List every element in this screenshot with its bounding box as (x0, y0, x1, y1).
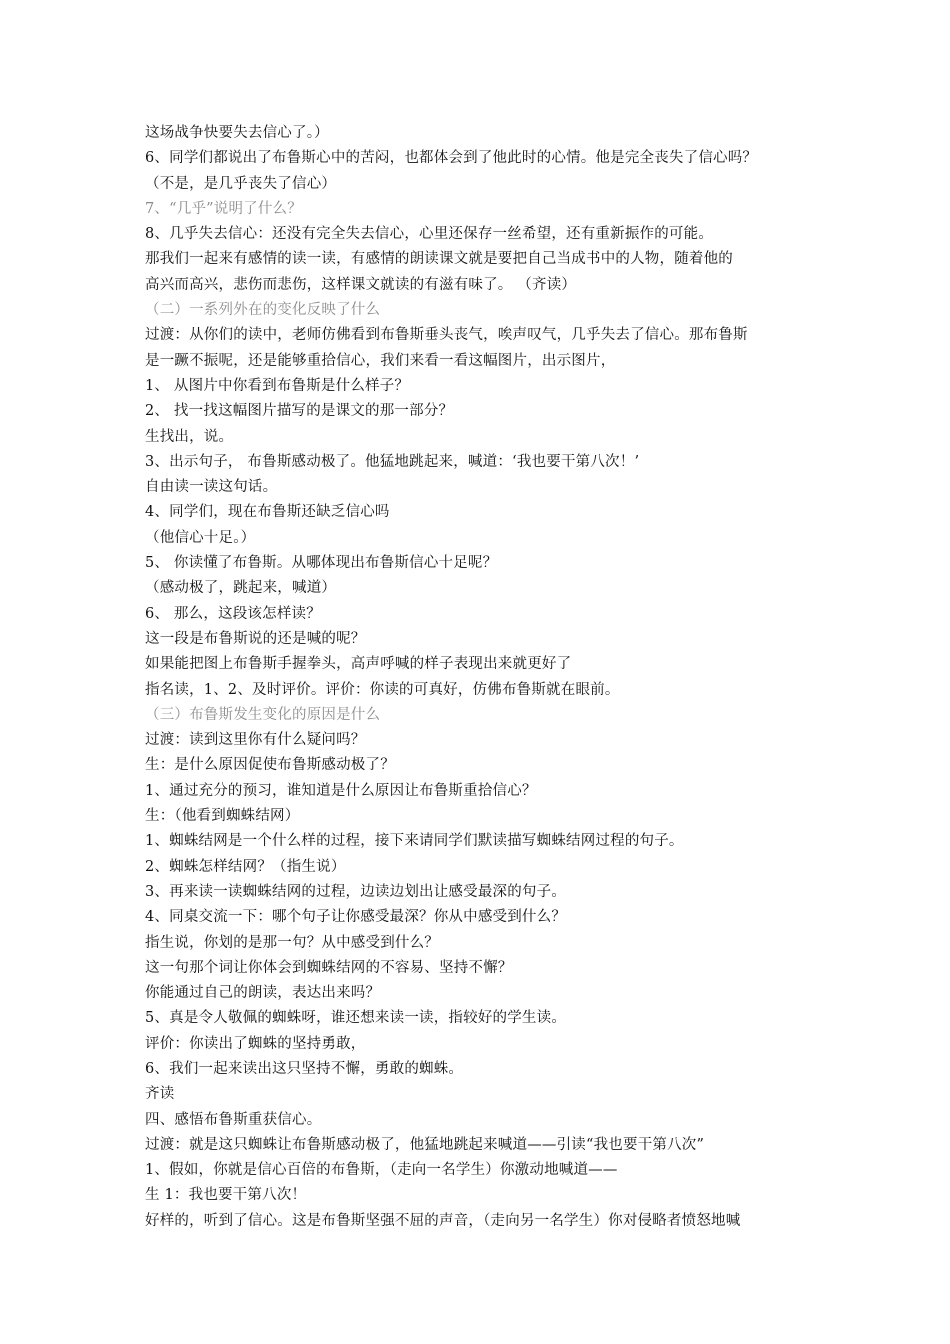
text-line: 1、假如，你就是信心百倍的布鲁斯，（走向一名学生）你激动地喊道—— (145, 1162, 618, 1179)
text-line: 你能通过自己的朗读，表达出来吗？ (145, 985, 381, 1002)
text-line: 6、同学们都说出了布鲁斯心中的苦闷，也都体会到了他此时的心情。他是完全丧失了信心吗？ (145, 150, 758, 167)
text-line: 好样的，听到了信心。这是布鲁斯坚强不屈的声音，（走向另一名学生）你对侵略者愤怒地喊 (145, 1212, 741, 1229)
text-line: 2、 找一找这幅图片描写的是课文的那一部分？ (145, 403, 454, 420)
text-line: 是一蹶不振呢，还是能够重拾信心，我们来看一看这幅图片，出示图片， (145, 352, 616, 369)
text-line: 评价：你读出了蜘蛛的坚持勇敢， (145, 1035, 366, 1052)
text-line: 齐读 (145, 1086, 175, 1103)
text-line: （不是，是几乎丧失了信心） (145, 175, 337, 192)
text-line: 生 1：我也要干第八次！ (145, 1187, 307, 1204)
text-line: 5、真是令人敬佩的蜘蛛呀，谁还想来读一读，指较好的学生读。 (145, 1010, 567, 1027)
section-heading: （三）布鲁斯发生变化的原因是什么 (145, 706, 381, 723)
text-line: 1、蜘蛛结网是一个什么样的过程，接下来请同学们默读描写蜘蛛结网过程的句子。 (145, 833, 684, 850)
text-line: 6、 那么，这段该怎样读？ (145, 605, 321, 622)
text-line: 8、几乎失去信心：还没有完全失去信心，心里还保存一丝希望，还有重新振作的可能。 (145, 226, 714, 243)
text-line: 那我们一起来有感情的读一读，有感情的朗读课文就是要把自己当成书中的人物，随着他的 (145, 251, 733, 268)
text-line: 生：是什么原因促使布鲁斯感动极了？ (145, 757, 395, 774)
text-line: 3、出示句子， 布鲁斯感动极了。他猛地跳起来，喊道：‘我也要干第八次！’ (145, 453, 640, 470)
text-line: 1、 从图片中你看到布鲁斯是什么样子？ (145, 377, 410, 394)
text-line: 3、再来读一读蜘蛛结网的过程，边读边划出让感受最深的句子。 (145, 883, 567, 900)
text-line: 这一段是布鲁斯说的还是喊的呢？ (145, 630, 366, 647)
text-line: 高兴而高兴，悲伤而悲伤，这样课文就读的有滋有味了。 （齐读） (145, 276, 577, 293)
text-line: 4、同学们，现在布鲁斯还缺乏信心吗 (145, 504, 390, 521)
text-line: 过渡：读到这里你有什么疑问吗？ (145, 732, 366, 749)
section-heading: （二）一系列外在的变化反映了什么 (145, 302, 381, 319)
text-line: 指名读，1、2、及时评价。评价：你读的可真好，仿佛布鲁斯就在眼前。 (145, 681, 620, 698)
text-line: 1、通过充分的预习，谁知道是什么原因让布鲁斯重拾信心？ (145, 782, 537, 799)
text-line: 生：（他看到蜘蛛结网） (145, 808, 300, 825)
text-line: 6、我们一起来读出这只坚持不懈，勇敢的蜘蛛。 (145, 1060, 464, 1077)
text-line: （他信心十足。） (145, 529, 256, 546)
text-line: 指生说，你划的是那一句？从中感受到什么？ (145, 934, 439, 951)
text-line: 四、感悟布鲁斯重获信心。 (145, 1111, 322, 1128)
text-line: 这场战争快要失去信心了。） (145, 125, 329, 141)
text-line: 过渡：就是这只蜘蛛让布鲁斯感动极了，他猛地跳起来喊道——引读“我也要干第八次” (145, 1136, 705, 1153)
text-line: 4、同桌交流一下：哪个句子让你感受最深？你从中感受到什么？ (145, 909, 567, 926)
text-line: 5、 你读懂了布鲁斯。从哪体现出布鲁斯信心十足呢？ (145, 555, 498, 572)
text-line: 这一句那个词让你体会到蜘蛛结网的不容易、坚持不懈？ (145, 959, 513, 976)
text-line: 过渡：从你们的读中，老师仿佛看到布鲁斯垂头丧气，唉声叹气，几乎失去了信心。那布鲁斯 (145, 327, 748, 344)
text-line: 2、蜘蛛怎样结网？（指生说） (145, 858, 346, 875)
text-line: 生找出，说。 (145, 428, 234, 445)
section-heading: 7、“几乎”说明了什么？ (145, 200, 302, 217)
text-line: 自由读一读这句话。 (145, 479, 278, 496)
document-body (145, 121, 825, 1234)
text-line: （感动极了，跳起来，喊道） (145, 580, 337, 597)
text-line: 如果能把图上布鲁斯手握拳头，高声呼喊的样子表现出来就更好了 (145, 656, 572, 673)
